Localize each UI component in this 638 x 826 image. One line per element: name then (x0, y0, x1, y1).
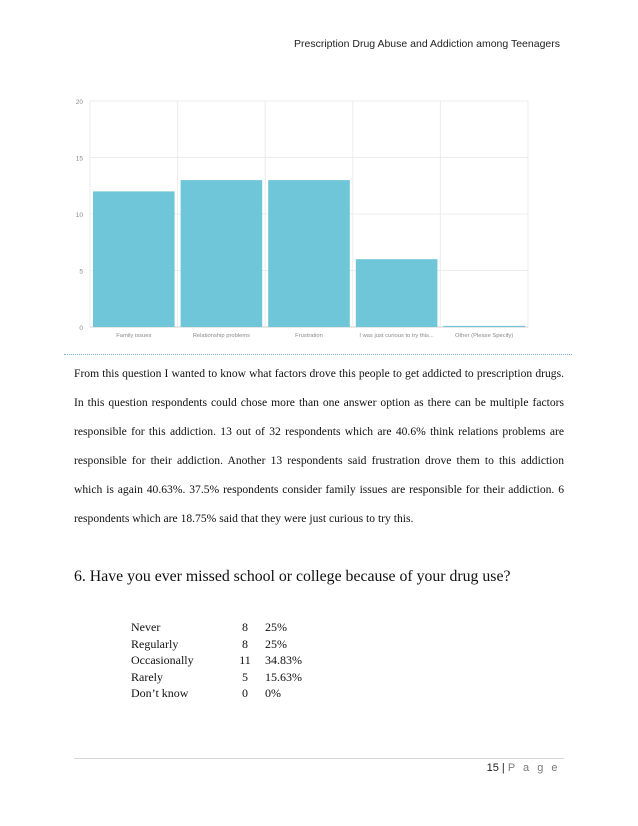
page-header: Prescription Drug Abuse and Addiction among Teenagers (294, 38, 560, 50)
page-separator: | (501, 762, 505, 774)
answer-table (131, 619, 325, 702)
answer-count: 11 (239, 653, 251, 667)
question-heading: 6. Have you ever missed school or college because of your drug use? (74, 568, 511, 585)
answer-row (131, 636, 325, 653)
x-tick-label: Frustration (295, 333, 323, 339)
answer-count: 8 (242, 636, 248, 651)
answer-label: Occasionally (131, 653, 194, 667)
bar (93, 191, 175, 327)
bar-chart (0, 0, 638, 360)
answer-label: Rarely (131, 669, 163, 684)
x-tick-label: Relationship problems (192, 333, 251, 339)
x-tick-label: Other (Please Specify) (455, 333, 514, 339)
answer-label: Regularly (131, 636, 179, 651)
bar (268, 180, 350, 327)
analysis-paragraph (74, 359, 564, 534)
answer-percent: 0% (265, 686, 281, 700)
page-number: 15 (486, 762, 499, 774)
x-tick-label: Family issues (116, 333, 152, 339)
answer-label: Don’t know (131, 686, 189, 700)
answer-label: Never (131, 620, 161, 634)
x-tick-label: I was just curious to try this... (359, 333, 434, 339)
page-footer (487, 762, 560, 774)
answer-count: 0 (242, 686, 248, 700)
answer-percent: 25% (265, 620, 287, 634)
answer-percent: 15.63% (265, 669, 302, 684)
answer-percent: 25% (265, 636, 287, 651)
y-tick-label: 10 (75, 212, 83, 219)
page-word: P a g e (507, 762, 560, 774)
footer-divider (74, 758, 564, 759)
y-tick-label: 0 (79, 325, 83, 332)
y-tick-label: 15 (75, 155, 83, 163)
section-divider (64, 354, 572, 355)
answer-percent: 34.83% (265, 653, 302, 667)
answer-count: 8 (242, 620, 248, 634)
bar (443, 326, 525, 327)
bar (356, 259, 438, 327)
answer-row (131, 619, 325, 636)
bar (181, 180, 263, 327)
answer-count: 5 (242, 669, 248, 684)
answer-row (131, 669, 325, 686)
paragraph-text: From this question I wanted to know what factors drove this people to get addicted to prescription drugs. In this question respondents could chose more than one answer option as there can be multiple factors responsible for this addiction. 13 out of 32 respondents which are 40.6% think relations problems are responsible for their addiction. Another 13 respondents said frustration drove them to this addiction which is again 40.63%. 37.5% respondents consider family issues are responsible for their addiction. 6 respondents which are 18.75% said that they were just curious to try this. (74, 367, 564, 526)
answer-row (131, 685, 325, 702)
y-tick-label: 5 (79, 268, 83, 276)
y-tick-label: 20 (75, 99, 83, 106)
answer-row (131, 652, 325, 669)
